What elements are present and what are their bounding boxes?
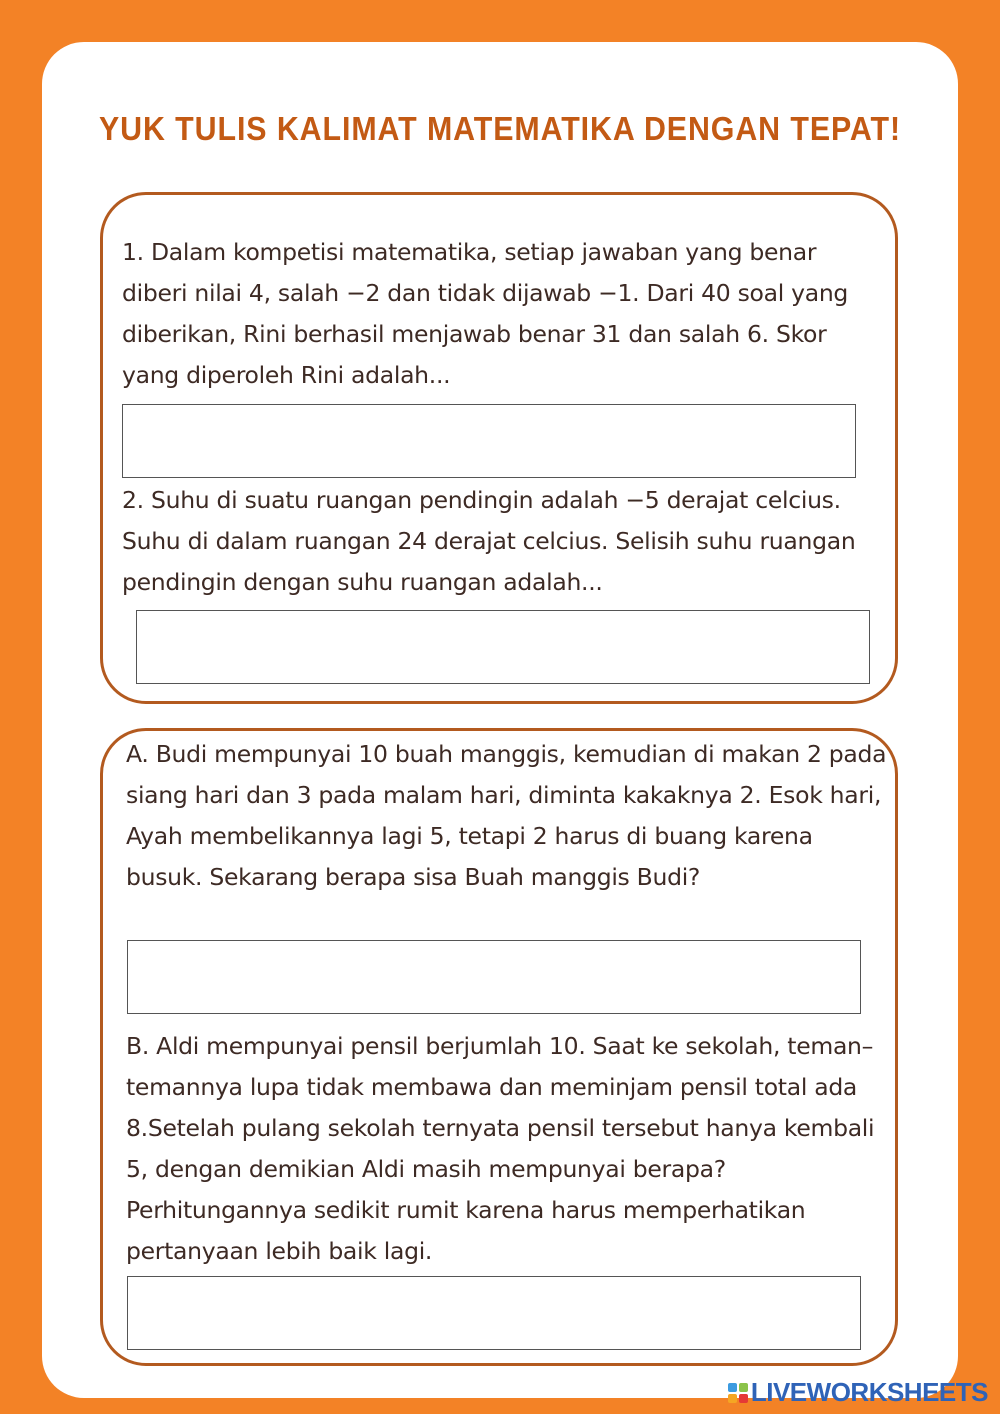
- answer-box-2[interactable]: [136, 610, 870, 684]
- question-2-text: 2. Suhu di suatu ruangan pendingin adalah −5 derajat celcius. Suhu di dalam ruangan 24 derajat celcius. Selisih suhu ruangan pendingin dengan suhu ruangan adalah...: [122, 486, 856, 596]
- liveworksheets-brand-text: LIVEWORKSHEETS: [750, 1377, 988, 1407]
- liveworksheets-logo: [728, 1377, 988, 1408]
- answer-box-b[interactable]: [127, 1276, 861, 1350]
- question-b-text: B. Aldi mempunyai pensil berjumlah 10. Saat ke sekolah, teman–temannya lupa tidak membawa dan meminjam pensil total ada 8.Setelah pulang sekolah ternyata pensil tersebut hanya kembali 5, dengan demikian Aldi masih mempunyai berapa? Perhitungannya sedikit rumit karena harus memperhatikan pertanyaan lebih baik lagi.: [126, 1032, 875, 1265]
- question-1-text: 1. Dalam kompetisi matematika, setiap jawaban yang benar diberi nilai 4, salah −2 dan tidak dijawab −1. Dari 40 soal yang diberikan, Rini berhasil menjawab benar 31 dan salah 6. Skor yang diperoleh Rini adalah...: [122, 238, 849, 389]
- question-a-text: A. Budi mempunyai 10 buah manggis, kemudian di makan 2 pada siang hari dan 3 pada malam hari, diminta kakaknya 2. Esok hari, Ayah membelikannya lagi 5, tetapi 2 harus di buang karena busuk. Sekarang berapa sisa Buah manggis Budi?: [126, 740, 887, 891]
- liveworksheets-mark-icon: [728, 1383, 748, 1403]
- answer-box-a[interactable]: [127, 940, 861, 1014]
- answer-box-1[interactable]: [122, 404, 856, 478]
- worksheet-title: YUK TULIS KALIMAT MATEMATIKA DENGAN TEPAT!: [98, 110, 902, 147]
